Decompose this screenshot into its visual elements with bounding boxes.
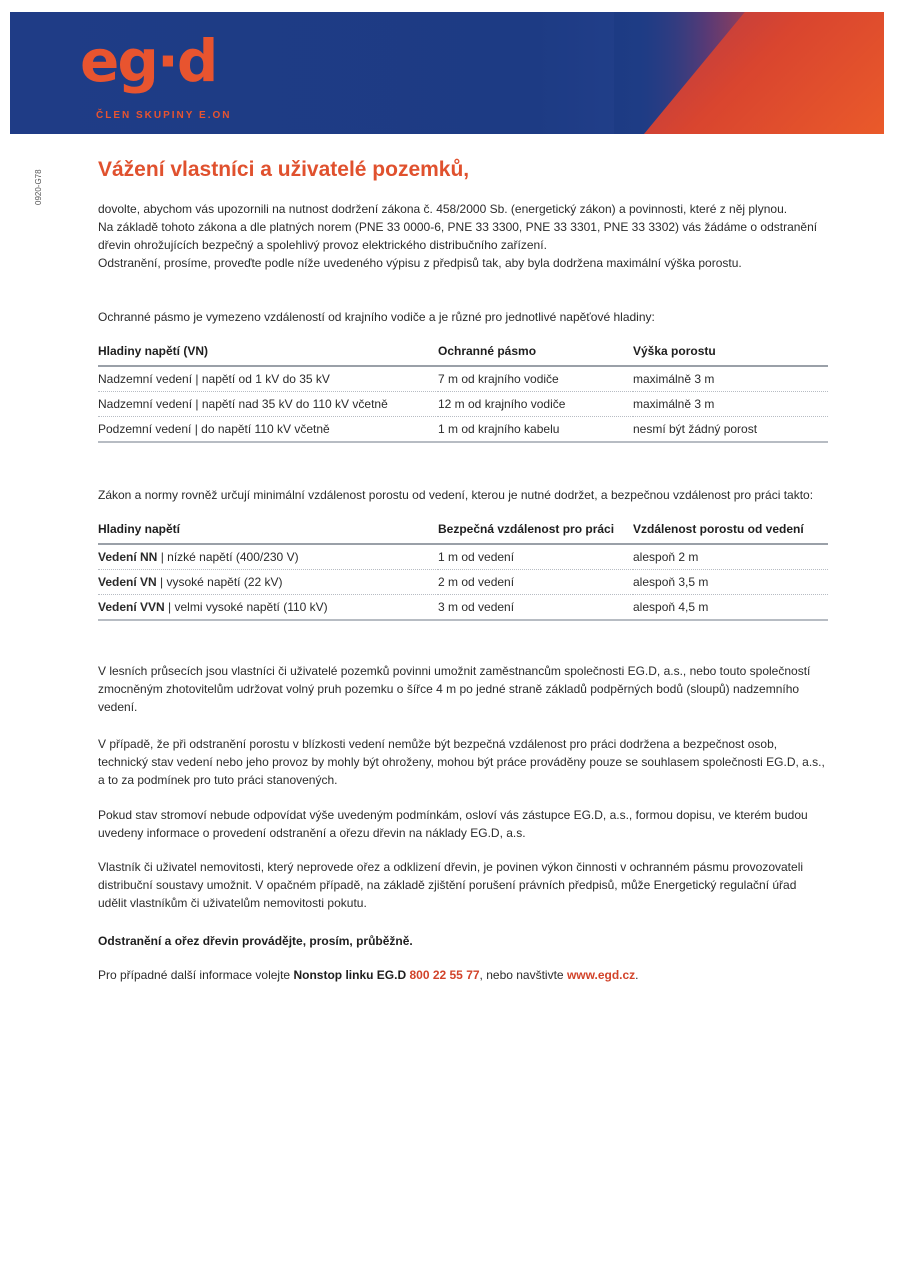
table-header-cell: Hladiny napětí (VN) [98,342,438,366]
hotline-label: Nonstop linku EG.D [293,968,407,982]
paragraph-notification: Pokud stav stromoví nebude odpovídat výše uvedeným podmínkám, osloví vás zástupce EG.D, a.s., formou dopisu, ve kterém budou uvedeny informace o provedení odstranění a ořezu dřevin na náklady EG.D, a.s. [98,808,808,840]
contact-suffix: . [635,968,639,982]
paragraph-forest-clearings: V lesních průsecích jsou vlastníci či uživatelé pozemků povinni umožnit zaměstnancům společnosti EG.D, a.s., nebo touto společností zmocněným zhotovitelům udržovat volný pruh pozemku o šířce 4 m po jedné straně základů podpěrných bodů (sloupů) nadzemního vedení. [98,664,811,714]
table1-lead: Ochranné pásmo je vymezeno vzdáleností od krajního vodiče a je různé pro jednotlivé napěťové hladiny: [98,310,655,324]
table-cell: Podzemní vedení | do napětí 110 kV včetně [98,417,438,443]
voltage-desc: | velmi vysoké napětí (110 kV) [164,600,328,614]
table-cell: Nadzemní vedení | napětí od 1 kV do 35 kV [98,366,438,392]
paragraph-request: Odstranění a ořez dřevin provádějte, prosím, průběžně. [98,934,413,948]
table-header-cell: Bezpečná vzdálenost pro práci [438,520,633,544]
website-link[interactable]: www.egd.cz [566,968,636,982]
document-code: 0920-G78 [34,169,43,205]
table-cell: alespoň 4,5 m [633,595,828,621]
table-row [98,595,828,621]
table-header-row [98,342,828,366]
table-row [98,570,828,595]
table2-lead: Zákon a normy rovněž určují minimální vzdálenost porostu od vedení, kterou je nutné dodržet, a bezpečnou vzdálenost pro práci takto: [98,488,814,502]
table-row [98,417,828,443]
table-row [98,366,828,392]
table-cell: alespoň 2 m [633,544,828,570]
contact-line [98,966,828,984]
table-cell: nesmí být žádný porost [633,417,828,443]
voltage-desc: | nízké napětí (400/230 V) [157,550,299,564]
contact-middle: , nebo navštivte [479,968,567,982]
table-cell [98,544,438,570]
table-header-cell: Výška porostu [633,342,828,366]
letter-salutation: Vážení vlastníci a uživatelé pozemků, [98,158,470,181]
table-header-cell: Hladiny napětí [98,520,438,544]
header-banner [10,12,884,134]
safe-distance-table [98,520,828,621]
voltage-desc: | vysoké napětí (22 kV) [156,575,283,589]
egd-logo: eg·d [80,27,217,95]
table-cell: Nadzemní vedení | napětí nad 35 kV do 110 kV včetně [98,392,438,417]
line-type: Vedení VVN [98,600,165,614]
table-cell [98,570,438,595]
table-header-cell: Vzdálenost porostu od vedení [633,520,828,544]
table-cell: 7 m od krajního vodiče [438,366,633,392]
paragraph-penalty: Vlastník či uživatel nemovitosti, který neprovede ořez a odklizení dřevin, je povinen výkon činnosti v ochranném pásmu provozovateli distribuční soustavy umožnit. V opačném případě, na základě zjištění porušení právních předpisů, může Energetický regulační úřad udělit vlastníkům či uživatelům nemovitosti pokutu. [98,860,804,910]
intro-line: dovolte, abychom vás upozornili na nutnost dodržení zákona č. 458/2000 Sb. (energetický zákon) a povinnosti, které z něj plynou. [98,202,788,216]
logo-tagline: ČLEN SKUPINY E.ON [96,110,232,121]
table-cell: alespoň 3,5 m [633,570,828,595]
table-cell: 1 m od vedení [438,544,633,570]
table-cell: maximálně 3 m [633,366,828,392]
table-row [98,392,828,417]
intro-text [98,200,828,272]
intro-line: Odstranění, prosíme, proveďte podle níže uvedeného výpisu z předpisů tak, aby byla dodržena maximální výška porostu. [98,256,742,270]
line-type: Vedení VN [98,575,157,589]
table-cell [98,595,438,621]
table-cell: 1 m od krajního kabelu [438,417,633,443]
table-cell: 12 m od krajního vodiče [438,392,633,417]
table-header-row [98,520,828,544]
protection-zone-table [98,342,828,443]
intro-line: Na základě tohoto zákona a dle platných norem (PNE 33 0000-6, PNE 33 3300, PNE 33 3301, PNE 33 3302) vás žádáme o odstranění dřevin ohrožujících bezpečný a spolehlivý provoz elektrického distribučního zařízení. [98,220,818,252]
paragraph-safety-consent: V případě, že při odstranění porostu v blízkosti vedení nemůže být bezpečná vzdálenost pro práci dodržena a bezpečnost osob, technický stav vedení nebo jeho provoz by mohly být ohroženy, mohou být práce prováděny pouze se souhlasem společnosti EG.D, a.s., a to za podmínek pro tuto práci stanovených. [98,737,825,787]
table-cell: 3 m od vedení [438,595,633,621]
table-cell: 2 m od vedení [438,570,633,595]
table-header-cell: Ochranné pásmo [438,342,633,366]
line-type: Vedení NN [98,550,158,564]
table-cell: maximálně 3 m [633,392,828,417]
contact-prefix: Pro případné další informace volejte [98,968,294,982]
table-row [98,544,828,570]
phone-number[interactable]: 800 22 55 77 [409,968,480,982]
